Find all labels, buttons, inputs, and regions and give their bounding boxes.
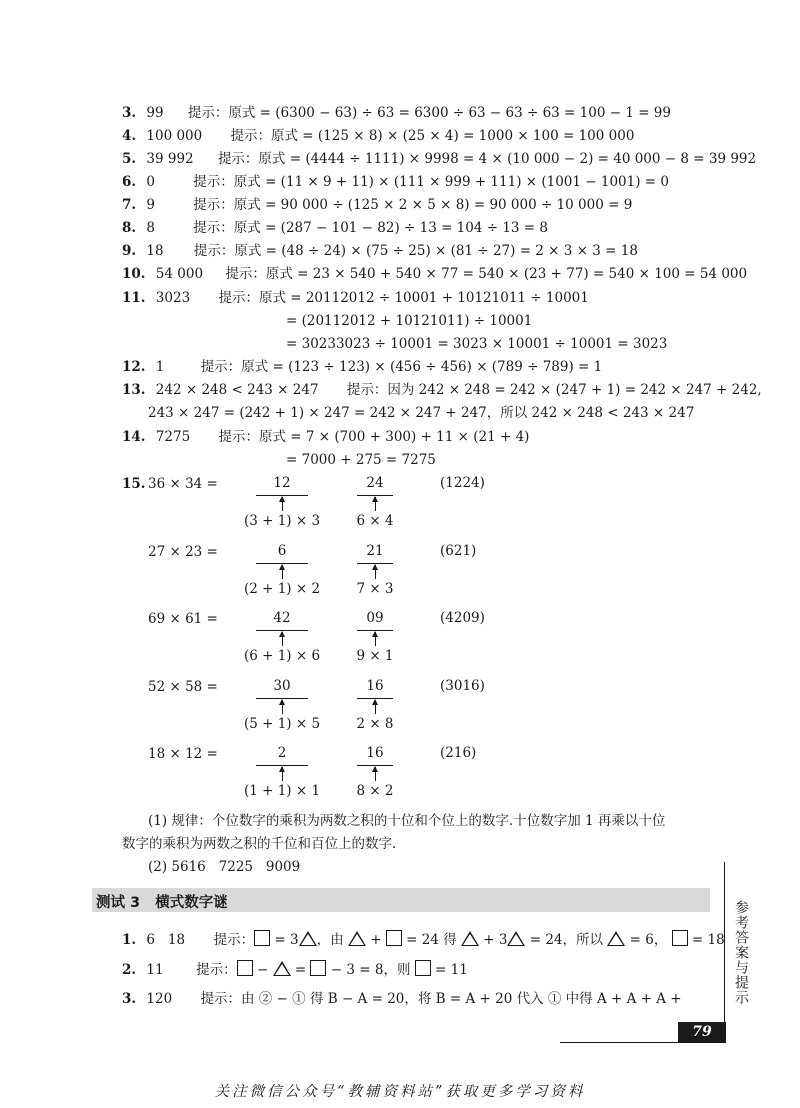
multiplication-row xyxy=(0,745,800,815)
item-number: 13. xyxy=(122,382,146,398)
item-number: 15. xyxy=(122,476,146,492)
item-number: 14. xyxy=(122,429,146,445)
high-part: 30 xyxy=(273,678,291,694)
high-part: 42 xyxy=(273,610,291,626)
high-part-note: (6 + 1) × 6 xyxy=(243,648,321,664)
item-11-line-3: = 30233023 ÷ 10001 = 3023 × 10001 ÷ 10001 = 3023 xyxy=(286,336,668,352)
item-hint: 提示：原式 = 23 × 540 + 540 × 77 = 540 × (23 + 77) = 540 × 100 = 54 000 xyxy=(225,266,748,282)
item-number: 4. xyxy=(122,128,137,144)
arrow-up-icon xyxy=(282,700,283,714)
item-number: 3. xyxy=(122,991,137,1007)
row-result: (621) xyxy=(440,543,477,559)
item-number: 7. xyxy=(122,197,137,213)
low-part-note: 7 × 3 xyxy=(356,581,394,597)
rule-text-3: (2) 5616 7225 9009 xyxy=(148,859,301,875)
hint-text: = 18 xyxy=(687,932,725,948)
hint-text: 提示： xyxy=(196,962,237,978)
hint-text: − xyxy=(252,962,273,978)
item-9 xyxy=(122,242,638,260)
side-tab-label: 参考答案与提示 xyxy=(733,900,749,1005)
row-expression: 69 × 61 = xyxy=(148,611,218,627)
item-8 xyxy=(122,219,548,237)
hint-text: = 6， xyxy=(625,932,672,948)
item-number: 12. xyxy=(122,359,146,375)
multiplication-row xyxy=(0,543,800,613)
multiplication-row xyxy=(0,475,800,545)
item-answer: 1 xyxy=(155,359,165,375)
low-part: 24 xyxy=(366,475,384,491)
hint-text: = 11 xyxy=(430,962,468,978)
row-expression: 18 × 12 = xyxy=(148,746,218,762)
item-answer: 18 xyxy=(146,243,164,259)
item-10 xyxy=(122,265,747,283)
page-number: 79 xyxy=(678,1022,726,1042)
item-11 xyxy=(122,289,589,307)
row-expression: 36 × 34 = xyxy=(148,476,218,492)
item-answer: 120 xyxy=(146,991,173,1007)
rule-text-1: (1) 规律：个位数字的乘积为两数之积的十位和个位上的数字.十位数字加 1 再乘以十位 xyxy=(148,813,666,829)
item-answer: 3023 xyxy=(155,290,191,306)
triangle-icon xyxy=(461,931,479,946)
high-part-note: (1 + 1) × 1 xyxy=(243,783,321,799)
item-hint: 提示：原式 = (4444 ÷ 1111) × 9998 = 4 × (10 000 − 2) = 40 000 − 8 = 39 992 xyxy=(217,151,757,167)
low-part: 09 xyxy=(366,610,384,626)
square-icon xyxy=(237,960,253,976)
square-icon xyxy=(254,930,270,946)
hint-text: − 3 = 8，则 xyxy=(326,962,415,978)
item-answer: 54 000 xyxy=(155,266,204,282)
low-part: 21 xyxy=(366,543,384,559)
hint-text: = xyxy=(290,962,311,978)
low-part-note: 8 × 2 xyxy=(356,783,394,799)
hint-text: + xyxy=(365,932,386,948)
arrow-up-icon xyxy=(375,565,376,579)
square-icon xyxy=(386,930,402,946)
item-hint: 提示：因为 242 × 248 = 242 × (247 + 1) = 242 × 247 + 242, xyxy=(346,382,762,398)
item-number: 5. xyxy=(122,151,137,167)
item-hint: 提示：原式 = (6300 − 63) ÷ 63 = 6300 ÷ 63 − 63 ÷ 63 = 100 − 1 = 99 xyxy=(187,105,671,121)
arrow-up-icon xyxy=(282,497,283,511)
square-icon xyxy=(310,960,326,976)
triangle-icon xyxy=(507,931,525,946)
item-answer: 100 000 xyxy=(146,128,203,144)
row-expression: 52 × 58 = xyxy=(148,679,218,695)
triangle-icon xyxy=(348,931,366,946)
square-icon xyxy=(672,930,688,946)
high-part-note: (3 + 1) × 3 xyxy=(243,513,321,529)
item-hint: 提示：原式 = 90 000 ÷ (125 × 2 × 5 × 8) = 90 000 ÷ 10 000 = 9 xyxy=(193,197,633,213)
item-answer: 39 992 xyxy=(146,151,194,167)
arrow-up-icon xyxy=(282,565,283,579)
item-number: 3. xyxy=(122,105,137,121)
item-number: 9. xyxy=(122,243,137,259)
section-title: 测试 3 横式数字谜 xyxy=(96,895,228,911)
item-answer: 8 xyxy=(146,220,155,236)
item-hint: 提示：原式 = 7 × (700 + 300) + 11 × (21 + 4) xyxy=(218,429,530,445)
item-answer: 7275 xyxy=(155,429,191,445)
side-tab xyxy=(724,862,755,1032)
low-part-note: 2 × 8 xyxy=(356,716,394,732)
item-hint: 提示：原式 = (11 × 9 + 11) × (111 × 999 + 111) × (1001 − 1001) = 0 xyxy=(193,174,669,190)
item-answer: 242 × 248 < 243 × 247 xyxy=(155,382,319,398)
item-7 xyxy=(122,196,632,214)
item-hint: 提示：原式 = (125 × 8) × (25 × 4) = 1000 × 100 = 100 000 xyxy=(230,128,635,144)
row-result: (216) xyxy=(440,745,477,761)
item-5 xyxy=(122,150,756,168)
triangle-icon xyxy=(273,961,291,976)
item-hint: 提示：原式 = (48 ÷ 24) × (75 ÷ 25) × (81 ÷ 27) = 2 × 3 × 3 = 18 xyxy=(193,243,638,259)
low-part: 16 xyxy=(366,745,384,761)
item-6 xyxy=(122,173,669,191)
section-header xyxy=(92,888,710,912)
item-answer: 9 xyxy=(146,197,155,213)
item-14 xyxy=(122,428,529,446)
hint-text: = 24，所以 xyxy=(525,932,608,948)
hint-text: 提示： xyxy=(213,932,255,948)
high-part-note: (2 + 1) × 2 xyxy=(243,581,321,597)
hint-text: = 3 xyxy=(270,932,299,948)
multiplication-row xyxy=(0,678,800,748)
high-part: 2 xyxy=(277,745,287,761)
footer-note: 关注微信公众号“教辅资料站”获取更多学习资料 xyxy=(214,1084,586,1100)
triangle-icon xyxy=(299,931,317,946)
test3-item-1 xyxy=(122,930,725,949)
arrow-up-icon xyxy=(375,497,376,511)
triangle-icon xyxy=(607,931,625,946)
low-part: 16 xyxy=(366,678,384,694)
item-answer: 99 xyxy=(146,105,164,121)
arrow-up-icon xyxy=(375,767,376,781)
item-13-line-2: 243 × 247 = (242 + 1) × 247 = 242 × 247 + 247，所以 242 × 248 < 243 × 247 xyxy=(148,405,695,421)
hint-text: 提示：由 ② − ① 得 B − A = 20，将 B = A + 20 代入 ① 中得 A + A + A + xyxy=(200,991,682,1007)
arrow-up-icon xyxy=(375,700,376,714)
arrow-up-icon xyxy=(282,632,283,646)
item-answer: 11 xyxy=(146,962,164,978)
item-answer: 6 18 xyxy=(146,932,186,948)
hint-text: + 3 xyxy=(478,932,508,948)
low-part-note: 6 × 4 xyxy=(356,513,394,529)
item-hint: 提示：原式 = 20112012 ÷ 10001 + 10121011 ÷ 10001 xyxy=(218,290,589,306)
row-expression: 27 × 23 = xyxy=(148,544,218,560)
row-result: (4209) xyxy=(440,610,485,626)
square-icon xyxy=(415,960,431,976)
high-part-note: (5 + 1) × 5 xyxy=(243,716,321,732)
item-number: 8. xyxy=(122,220,137,236)
item-number: 6. xyxy=(122,174,137,190)
high-part: 12 xyxy=(273,475,291,491)
item-hint: 提示：原式 = (287 − 101 − 82) ÷ 13 = 104 ÷ 13 = 8 xyxy=(193,220,548,236)
row-result: (1224) xyxy=(440,475,485,491)
item-3 xyxy=(122,104,671,122)
arrow-up-icon xyxy=(282,767,283,781)
item-13 xyxy=(122,381,762,399)
row-result: (3016) xyxy=(440,678,485,694)
item-12 xyxy=(122,358,602,376)
high-part: 6 xyxy=(277,543,287,559)
arrow-up-icon xyxy=(375,632,376,646)
item-number: 2. xyxy=(122,962,137,978)
item-11-line-2: = (20112012 + 10121011) ÷ 10001 xyxy=(286,313,533,329)
item-number: 11. xyxy=(122,290,146,306)
multiplication-row xyxy=(0,610,800,680)
item-14-line-2: = 7000 + 275 = 7275 xyxy=(286,452,436,468)
hint-text: ，由 xyxy=(316,932,348,948)
item-number: 1. xyxy=(122,932,137,948)
page-number-rule xyxy=(560,1042,726,1043)
low-part-note: 9 × 1 xyxy=(356,648,394,664)
item-hint: 提示：原式 = (123 ÷ 123) × (456 ÷ 456) × (789 ÷ 789) = 1 xyxy=(200,359,603,375)
item-4 xyxy=(122,127,634,145)
test3-item-3 xyxy=(122,990,682,1008)
item-answer: 0 xyxy=(146,174,155,190)
rule-text-2: 数字的乘积为两数之积的千位和百位上的数字. xyxy=(122,836,397,852)
item-number: 10. xyxy=(122,266,146,282)
test3-item-2 xyxy=(122,960,468,979)
hint-text: = 24 得 xyxy=(401,932,461,948)
